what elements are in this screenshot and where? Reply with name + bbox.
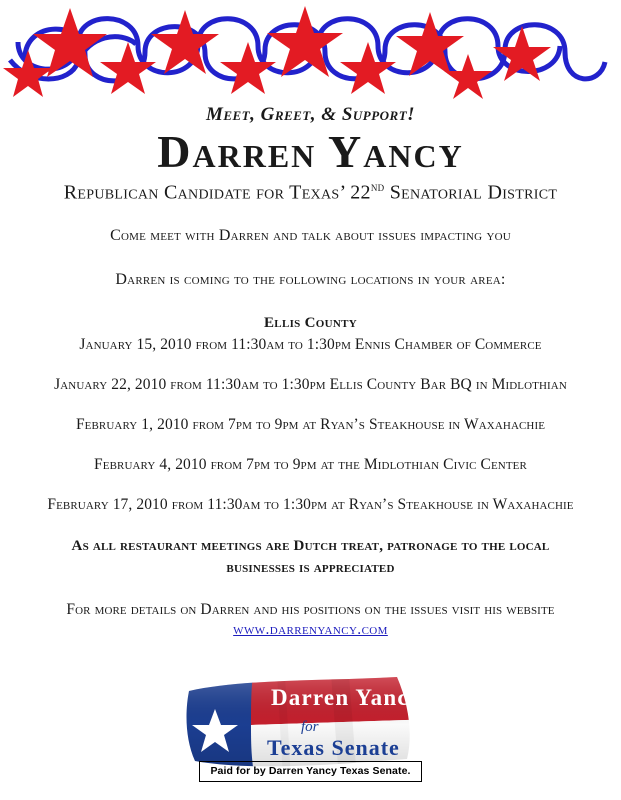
page-title: Darren Yancy [157,126,464,177]
intro-line-1: Come meet with Darren and talk about issues impacting you [110,226,511,244]
dutch-treat-note: As all restaurant meetings are Dutch treat, patronage to the local businesses is appreciated [71,537,550,576]
event-line: January 22, 2010 from 11:30am to 1:30pm Ellis County Bar BQ in Midlothian [54,375,567,393]
website-link[interactable]: www.darrenyancy.com [233,621,388,639]
intro-line-2: Darren is coming to the following locations in your area: [115,270,506,288]
details-line: For more details on Darren and his positions on the issues visit his website [66,601,555,619]
event-line: January 15, 2010 from 11:30am to 1:30pm Ennis Chamber of Commerce [79,335,542,353]
logo-name-text: Darren Yancy [270,685,421,711]
event-line: February 1, 2010 from 7pm to 9pm at Ryan’s Steakhouse in Waxahachie [75,415,546,433]
footer [0,761,621,782]
logo-for-text: for [300,719,319,736]
subtitle-ordinal: nd [370,180,385,195]
stars-and-ribbons-graphic [0,0,621,100]
subtitle-post: Senatorial District [384,181,558,204]
flyer-body [0,104,621,785]
event-line: February 4, 2010 from 7pm to 9pm at the Midlothian Civic Center [94,455,527,473]
logo-office-text: Texas Senate [266,735,400,761]
subtitle [14,180,607,205]
tagline: Meet, Greet, & Support! [205,104,416,125]
paid-for-disclaimer: Paid for by Darren Yancy Texas Senate. [199,761,421,782]
county-heading: Ellis County [264,314,357,331]
event-line: February 17, 2010 from 11:30am to 1:30pm at Ryan’s Steakhouse in Waxahachie [47,495,574,513]
decorative-banner [0,0,621,100]
subtitle-pre: Republican Candidate for Texas’ 22 [63,181,371,204]
